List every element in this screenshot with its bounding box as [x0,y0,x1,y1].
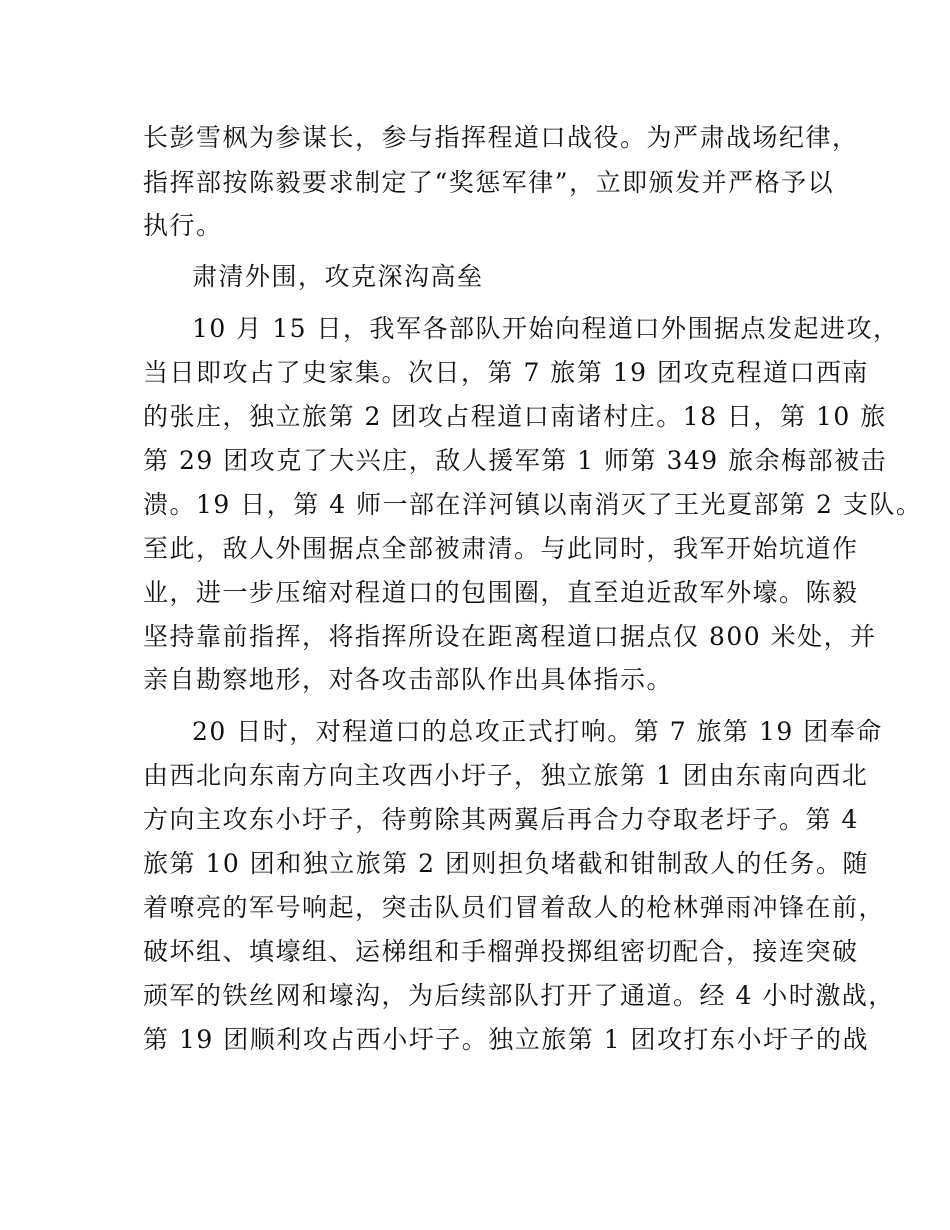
text-line: 长彭雪枫为参谋长，参与指挥程道口战役。为严肃战场纪律， [143,123,859,152]
text-line: 第 19 团顺利攻占西小圩子。独立旅第 1 团攻打东小圩子的战 [143,1025,870,1054]
text-line: 坚持靠前指挥，将指挥所设在距离程道口据点仅 800 米处，并 [143,622,877,651]
text-line: 20 日时，对程道口的总攻正式打响。第 7 旅第 19 团奉命 [192,717,883,746]
text-line: 业，进一步压缩对程道口的包围圈，直至迫近敌军外壕。陈毅 [143,578,859,607]
text-line: 方向主攻东小圩子，待剪除其两翼后再合力夺取老圩子。第 4 [143,805,859,834]
text-line: 溃。19 日，第 4 师一部在洋河镇以南消灭了王光夏部第 2 支队。 [143,490,923,519]
text-line: 第 29 团攻克了大兴庄，敌人援军第 1 师第 349 旅余梅部被击 [143,446,888,475]
text-line: 10 月 15 日，我军各部队开始向程道口外围据点发起进攻， [192,314,900,343]
text-line: 指挥部按陈毅要求制定了“奖惩军律”，立即颁发并严格予以 [143,168,835,197]
text-line: 顽军的铁丝网和壕沟，为后续部队打开了通道。经 4 小时激战， [143,981,895,1010]
section-heading: 肃清外围，攻克深沟高垒 [192,262,484,291]
text-line: 执行。 [143,211,223,240]
text-line: 亲自勘察地形，对各攻击部队作出具体指示。 [143,665,674,694]
text-line: 的张庄，独立旅第 2 团攻占程道口南诸村庄。18 日，第 10 旅 [143,402,887,431]
text-line: 破坏组、填壕组、运梯组和手榴弹投掷组密切配合，接连突破 [143,937,859,966]
text-line: 当日即攻占了史家集。次日，第 7 旅第 19 团攻克程道口西南 [143,358,870,387]
text-line: 由西北向东南方向主攻西小圩子，独立旅第 1 团由东南向西北 [143,761,869,790]
text-line: 至此，敌人外围据点全部被肃清。与此同时，我军开始坑道作 [143,534,859,563]
text-line: 旅第 10 团和独立旅第 2 团则担负堵截和钳制敌人的任务。随 [143,849,870,878]
text-line: 着嘹亮的军号响起，突击队员们冒着敌人的枪林弹雨冲锋在前， [143,893,886,922]
